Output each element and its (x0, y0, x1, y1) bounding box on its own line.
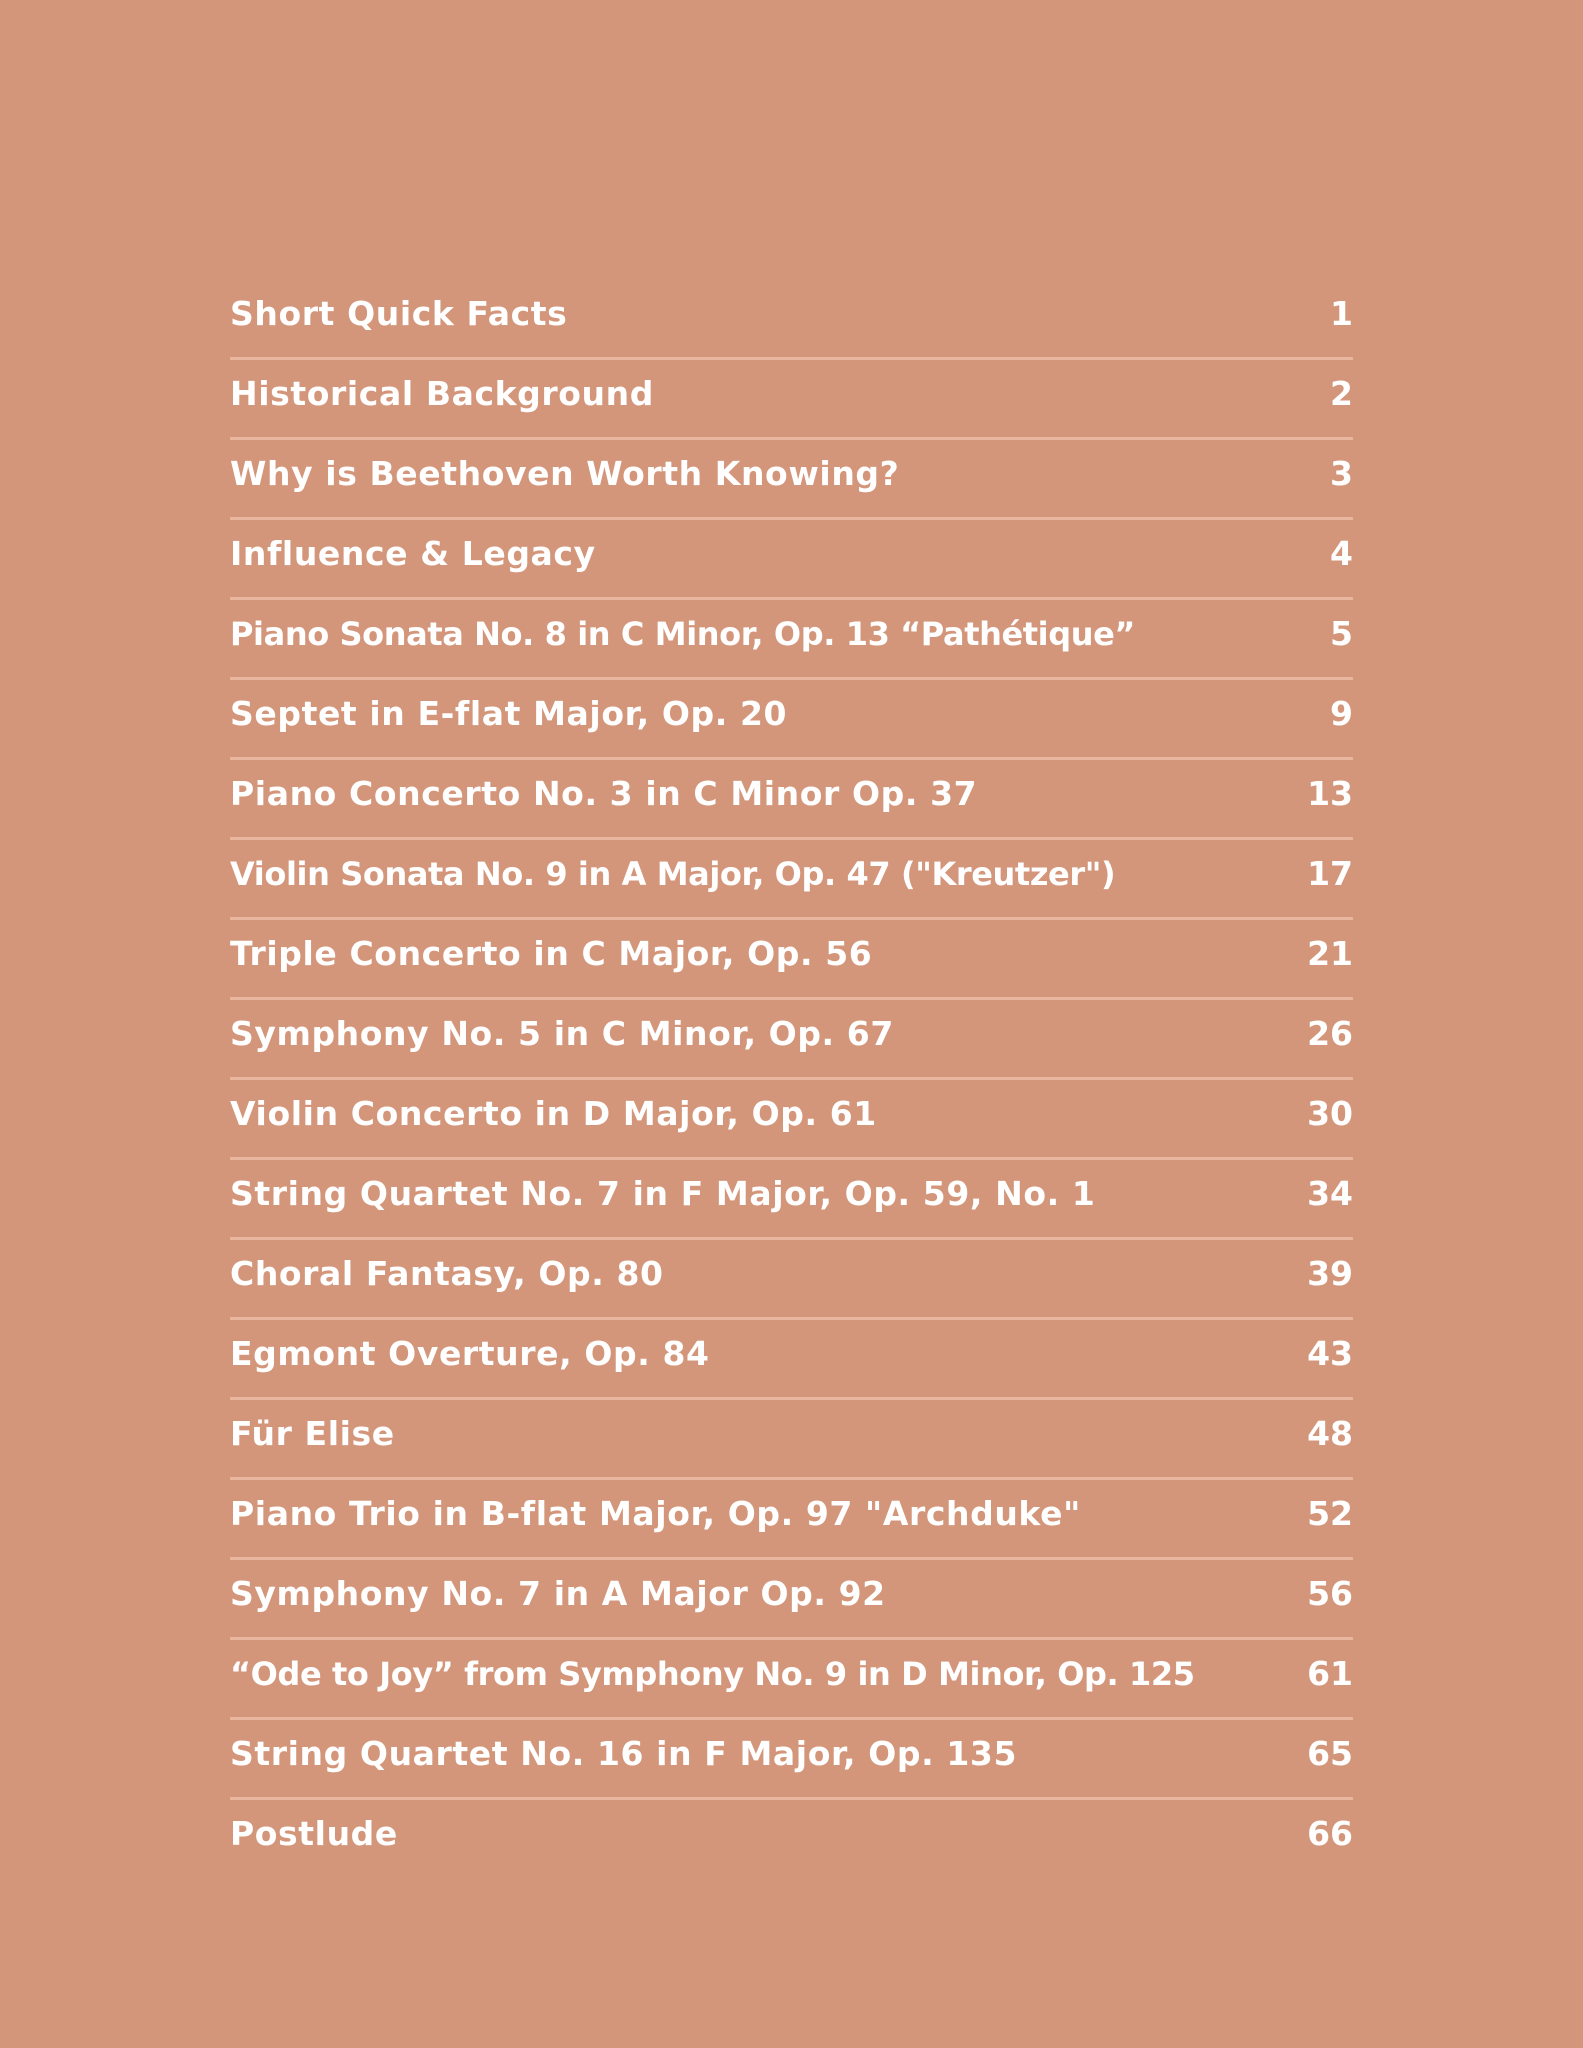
toc-entry-page: 2 (1330, 374, 1353, 413)
toc-entry[interactable] (230, 1160, 1353, 1240)
table-of-contents (230, 280, 1353, 1880)
toc-entry-title: String Quartet No. 16 in F Major, Op. 135 (230, 1734, 1018, 1773)
toc-entry-title: String Quartet No. 7 in F Major, Op. 59, No. 1 (230, 1174, 1096, 1213)
toc-entry-page: 9 (1330, 694, 1353, 733)
toc-entry-title: Historical Background (230, 374, 654, 413)
toc-entry[interactable] (230, 600, 1353, 680)
toc-entry-title: Für Elise (230, 1414, 395, 1453)
toc-entry-page: 4 (1330, 534, 1353, 573)
toc-entry-page: 21 (1307, 934, 1353, 973)
toc-entry-title: Septet in E-flat Major, Op. 20 (230, 694, 788, 733)
toc-entry[interactable] (230, 840, 1353, 920)
toc-entry-page: 13 (1307, 774, 1353, 813)
toc-entry-page: 66 (1307, 1814, 1353, 1853)
toc-entry[interactable] (230, 1080, 1353, 1160)
toc-entry-title: Triple Concerto in C Major, Op. 56 (230, 934, 873, 973)
toc-entry[interactable] (230, 1000, 1353, 1080)
toc-entry-title: Influence & Legacy (230, 534, 596, 573)
toc-entry-title: Choral Fantasy, Op. 80 (230, 1254, 664, 1293)
toc-entry[interactable] (230, 360, 1353, 440)
toc-entry-title: Symphony No. 5 in C Minor, Op. 67 (230, 1014, 894, 1053)
toc-entry-title: Egmont Overture, Op. 84 (230, 1334, 710, 1373)
toc-entry[interactable] (230, 1800, 1353, 1880)
toc-entry-page: 5 (1330, 614, 1353, 653)
toc-entry-title: Violin Concerto in D Major, Op. 61 (230, 1094, 877, 1133)
toc-entry-page: 30 (1307, 1094, 1353, 1133)
toc-entry-page: 3 (1330, 454, 1353, 493)
toc-entry[interactable] (230, 1240, 1353, 1320)
toc-entry-page: 56 (1307, 1574, 1353, 1613)
toc-entry-title: Why is Beethoven Worth Knowing? (230, 454, 900, 493)
toc-entry-title: Short Quick Facts (230, 294, 568, 333)
toc-entry-title: Piano Trio in B-flat Major, Op. 97 "Archduke" (230, 1494, 1081, 1533)
toc-entry-page: 52 (1307, 1494, 1353, 1533)
toc-entry-page: 48 (1307, 1414, 1353, 1453)
toc-entry[interactable] (230, 920, 1353, 1000)
toc-entry-title: Symphony No. 7 in A Major Op. 92 (230, 1574, 886, 1613)
toc-entry[interactable] (230, 1640, 1353, 1720)
toc-entry-page: 34 (1307, 1174, 1353, 1213)
toc-entry-page: 26 (1307, 1014, 1353, 1053)
toc-entry[interactable] (230, 1400, 1353, 1480)
toc-entry[interactable] (230, 1720, 1353, 1800)
toc-entry-title: Piano Concerto No. 3 in C Minor Op. 37 (230, 774, 978, 813)
toc-entry-page: 65 (1307, 1734, 1353, 1773)
toc-entry[interactable] (230, 1320, 1353, 1400)
toc-entry[interactable] (230, 680, 1353, 760)
toc-entry-title: Piano Sonata No. 8 in C Minor, Op. 13 “Pathétique” (230, 615, 1136, 653)
toc-entry-page: 39 (1307, 1254, 1353, 1293)
toc-entry-title: “Ode to Joy” from Symphony No. 9 in D Minor, Op. 125 (230, 1655, 1195, 1693)
toc-entry-title: Postlude (230, 1814, 398, 1853)
toc-entry-title: Violin Sonata No. 9 in A Major, Op. 47 ("Kreutzer") (230, 855, 1116, 893)
toc-entry-page: 17 (1307, 854, 1353, 893)
toc-entry-page: 1 (1330, 294, 1353, 333)
toc-entry-page: 43 (1307, 1334, 1353, 1373)
toc-entry[interactable] (230, 1480, 1353, 1560)
toc-entry[interactable] (230, 520, 1353, 600)
toc-entry[interactable] (230, 440, 1353, 520)
toc-entry[interactable] (230, 760, 1353, 840)
toc-entry[interactable] (230, 280, 1353, 360)
toc-entry-page: 61 (1307, 1654, 1353, 1693)
toc-entry[interactable] (230, 1560, 1353, 1640)
